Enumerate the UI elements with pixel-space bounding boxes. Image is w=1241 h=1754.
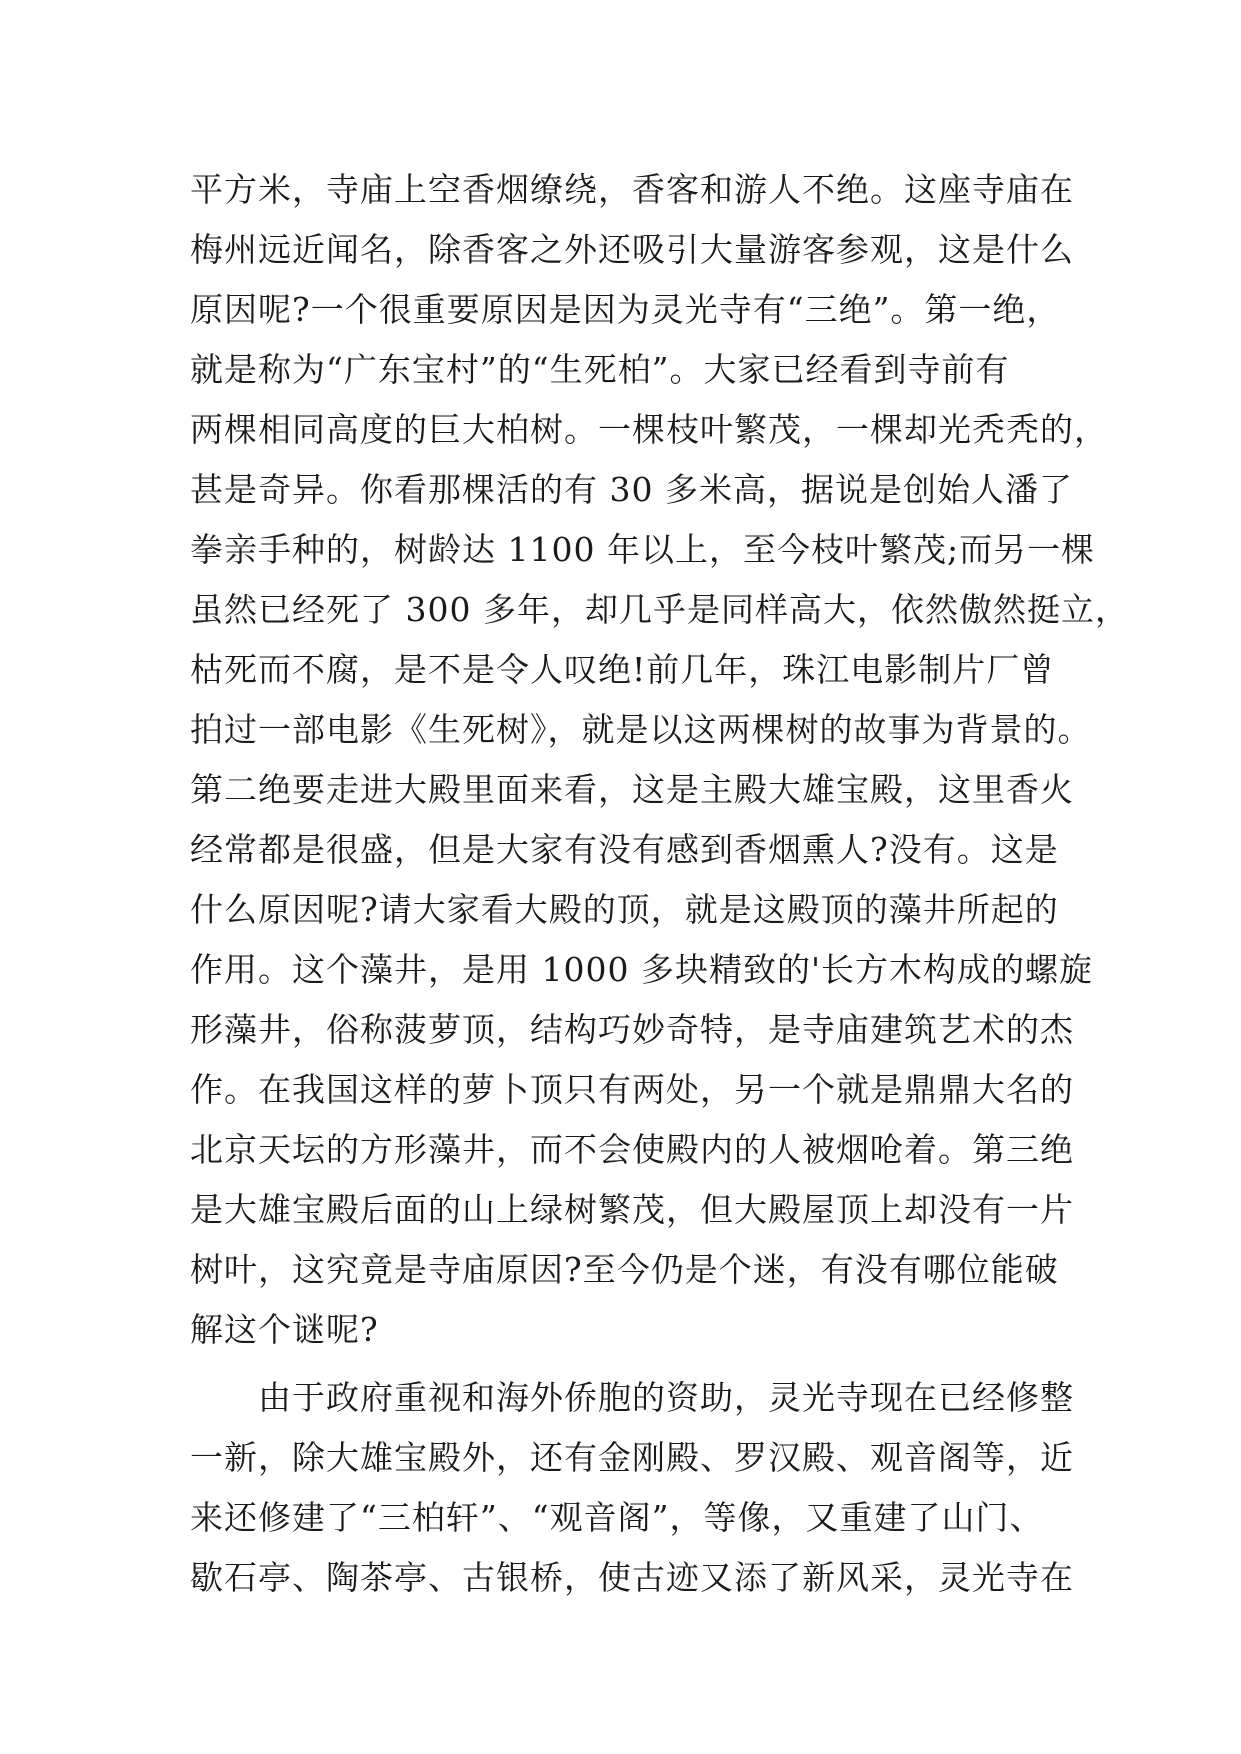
text-line: 虽然已经死了 300 多年，却几乎是同样高大，依然傲然挺立， <box>190 590 1129 629</box>
text-line: 形藻井，俗称菠萝顶，结构巧妙奇特，是寺庙建筑艺术的杰 <box>190 1010 1074 1049</box>
text-line: 北京天坛的方形藻井，而不会使殿内的人被烟呛着。第三绝 <box>190 1130 1074 1169</box>
text-line: 一新，除大雄宝殿外，还有金刚殿、罗汉殿、观音阁等，近 <box>190 1438 1074 1477</box>
text-line: 由于政府重视和海外侨胞的资助，灵光寺现在已经修整 <box>258 1378 1074 1417</box>
text-line: 解这个谜呢? <box>190 1310 379 1349</box>
text-line: 来还修建了“三柏轩”、“观音阁”，等像，又重建了山门、 <box>190 1498 1044 1537</box>
text-line: 拍过一部电影《生死树》，就是以这两棵树的故事为背景的。 <box>190 710 1092 749</box>
text-line: 作用。这个藻井，是用 1000 多块精致的'长方木构成的螺旋 <box>190 950 1094 989</box>
text-line: 枯死而不腐，是不是令人叹绝!前几年，珠江电影制片厂曾 <box>190 650 1055 689</box>
text-line: 就是称为“广东宝村”的“生死柏”。大家已经看到寺前有 <box>190 350 1010 389</box>
paragraph <box>190 1368 1074 1608</box>
text-line: 原因呢?一个很重要原因是因为灵光寺有“三绝”。第一绝， <box>190 290 1061 329</box>
text-line: 经常都是很盛，但是大家有没有感到香烟熏人?没有。这是 <box>190 830 1059 869</box>
text-line: 平方米，寺庙上空香烟缭绕，香客和游人不绝。这座寺庙在 <box>190 170 1074 209</box>
text-line: 两棵相同高度的巨大柏树。一棵枝叶繁茂，一棵却光秃秃的， <box>190 410 1108 449</box>
text-line: 什么原因呢?请大家看大殿的顶，就是这殿顶的藻井所起的 <box>190 890 1059 929</box>
text-line: 梅州远近闻名，除香客之外还吸引大量游客参观，这是什么 <box>190 230 1074 269</box>
text-line: 歇石亭、陶茶亭、古银桥，使古迹又添了新风采，灵光寺在 <box>190 1558 1074 1597</box>
text-line: 是大雄宝殿后面的山上绿树繁茂，但大殿屋顶上却没有一片 <box>190 1190 1074 1229</box>
text-line: 第二绝要走进大殿里面来看，这是主殿大雄宝殿，这里香火 <box>190 770 1074 809</box>
text-line: 甚是奇异。你看那棵活的有 30 多米高，据说是创始人潘了 <box>190 470 1073 509</box>
text-line: 拳亲手种的，树龄达 1100 年以上，至今枝叶繁茂;而另一棵 <box>190 530 1096 569</box>
document-body <box>190 160 1129 1608</box>
text-line: 作。在我国这样的萝卜顶只有两处，另一个就是鼎鼎大名的 <box>190 1070 1074 1109</box>
text-line: 树叶，这究竟是寺庙原因?至今仍是个迷，有没有哪位能破 <box>190 1250 1059 1289</box>
paragraph-gap <box>190 1360 1070 1368</box>
paragraph <box>190 160 1129 1360</box>
